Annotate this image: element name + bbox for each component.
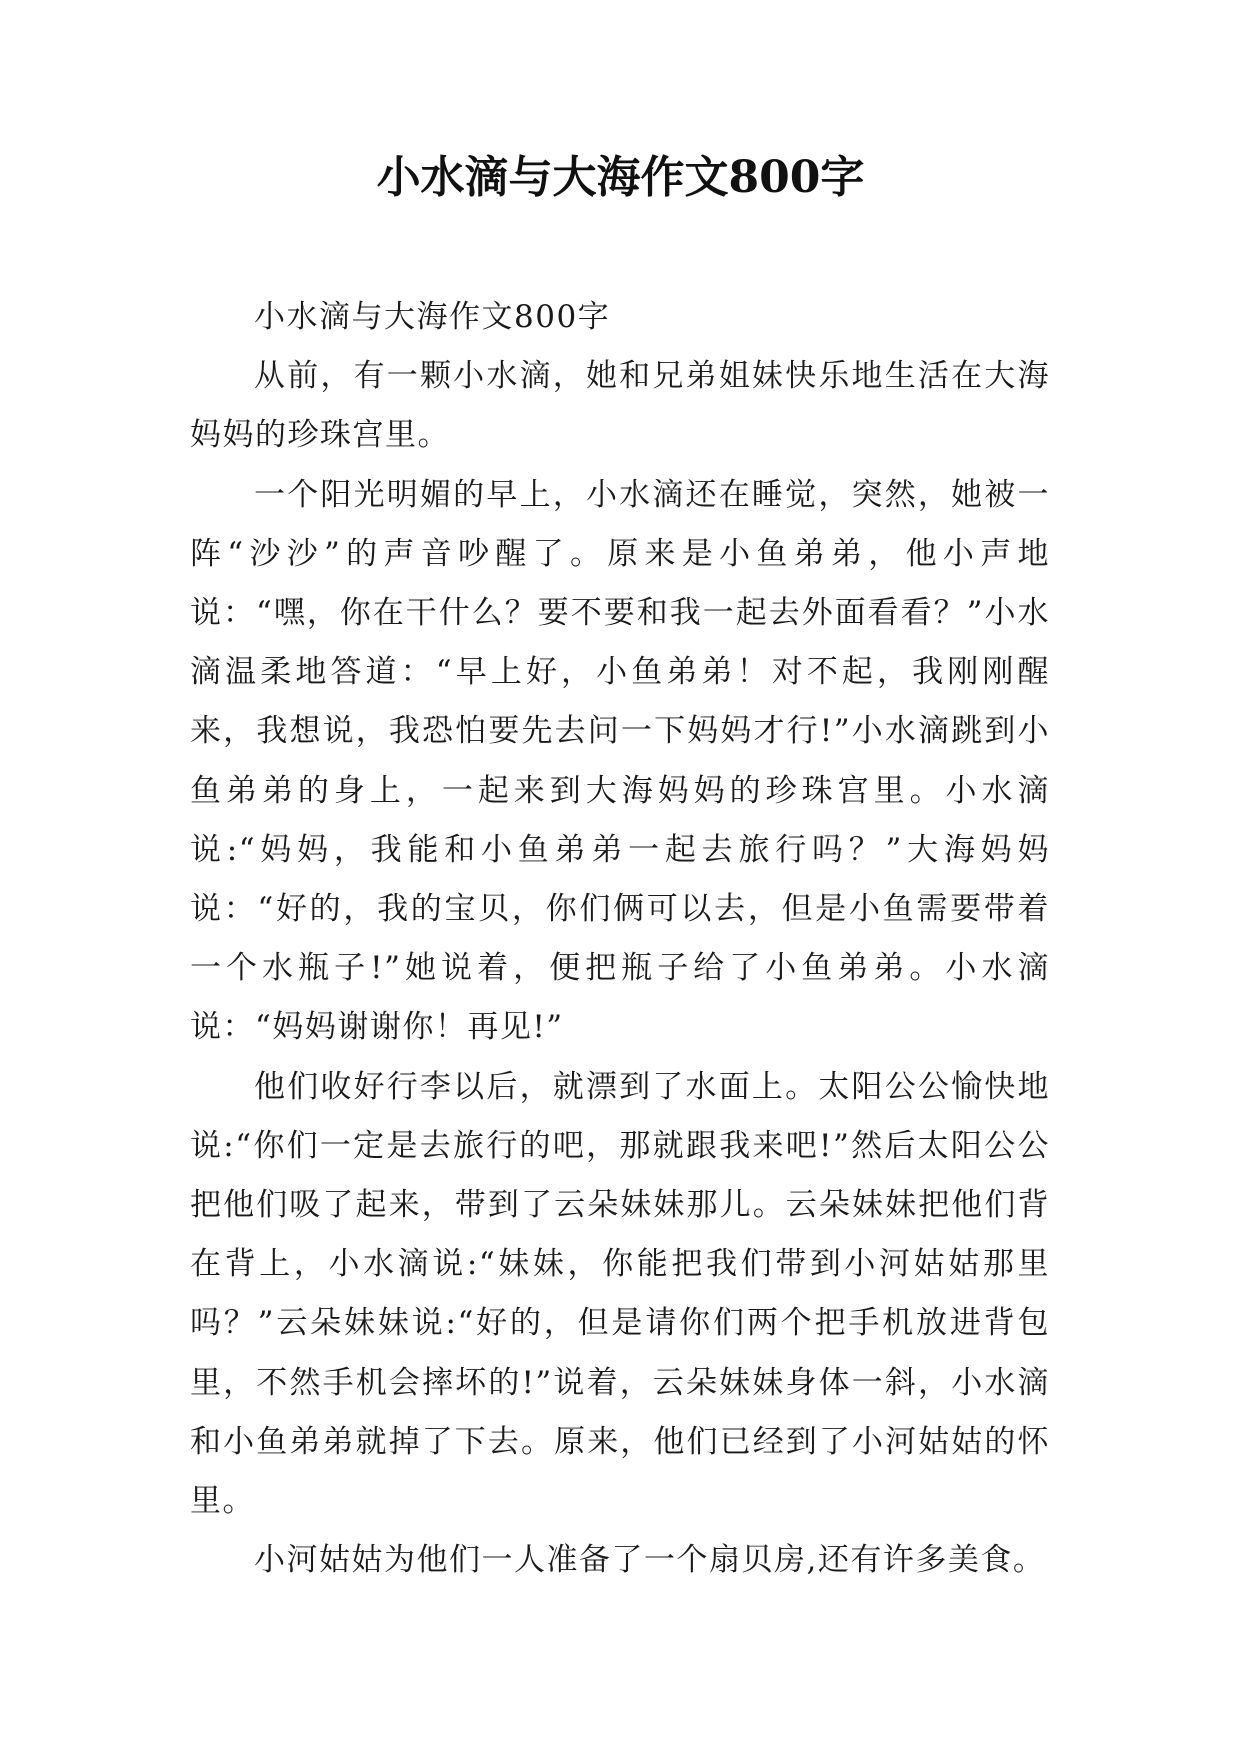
document-title: 小水滴与大海作文800字 [376, 152, 865, 203]
paragraph-subtitle: 小水滴与大海作文800字 [254, 299, 611, 335]
paragraph: 他们收好行李以后，就漂到了水面上。太阳公公愉快地说:“你们一定是去旅行的吧，那就跟我来吧!”然后太阳公公把他们吸了起来，带到了云朵妹妹那儿。云朵妹妹把他们背在背上，小水滴说:“妹妹，你能把我们带到小河姑姑那里吗？”云朵妹妹说:“好的，但是请你们两个把手机放进背包里，不然手机会摔坏的!”说着，云朵妹妹身体一斜，小水滴和小鱼弟弟就掉了下去。原来，他们已经到了小河姑姑的怀里。 [190, 1068, 1050, 1520]
document-body [190, 288, 1050, 1590]
paragraph: 小河姑姑为他们一人准备了一个扇贝房,还有许多美食。 [254, 1542, 1046, 1579]
paragraph: 从前，有一颗小水滴，她和兄弟姐妹快乐地生活在大海妈妈的珍珠宫里。 [190, 358, 1050, 454]
paragraph: 一个阳光明媚的早上，小水滴还在睡觉，突然，她被一阵“沙沙”的声音吵醒了。原来是小鱼弟弟，他小声地说：“嘿，你在干什么？要不要和我一起去外面看看？”小水滴温柔地答道：“早上好，小鱼弟弟！对不起，我刚刚醒来，我想说，我恐怕要先去问一下妈妈才行!”小水滴跳到小鱼弟弟的身上，一起来到大海妈妈的珍珠宫里。小水滴说:“妈妈，我能和小鱼弟弟一起去旅行吗？”大海妈妈说：“好的，我的宝贝，你们俩可以去，但是小鱼需要带着一个水瓶子!”她说着，便把瓶子给了小鱼弟弟。小水滴说：“妈妈谢谢你！再见!” [190, 476, 1050, 1046]
